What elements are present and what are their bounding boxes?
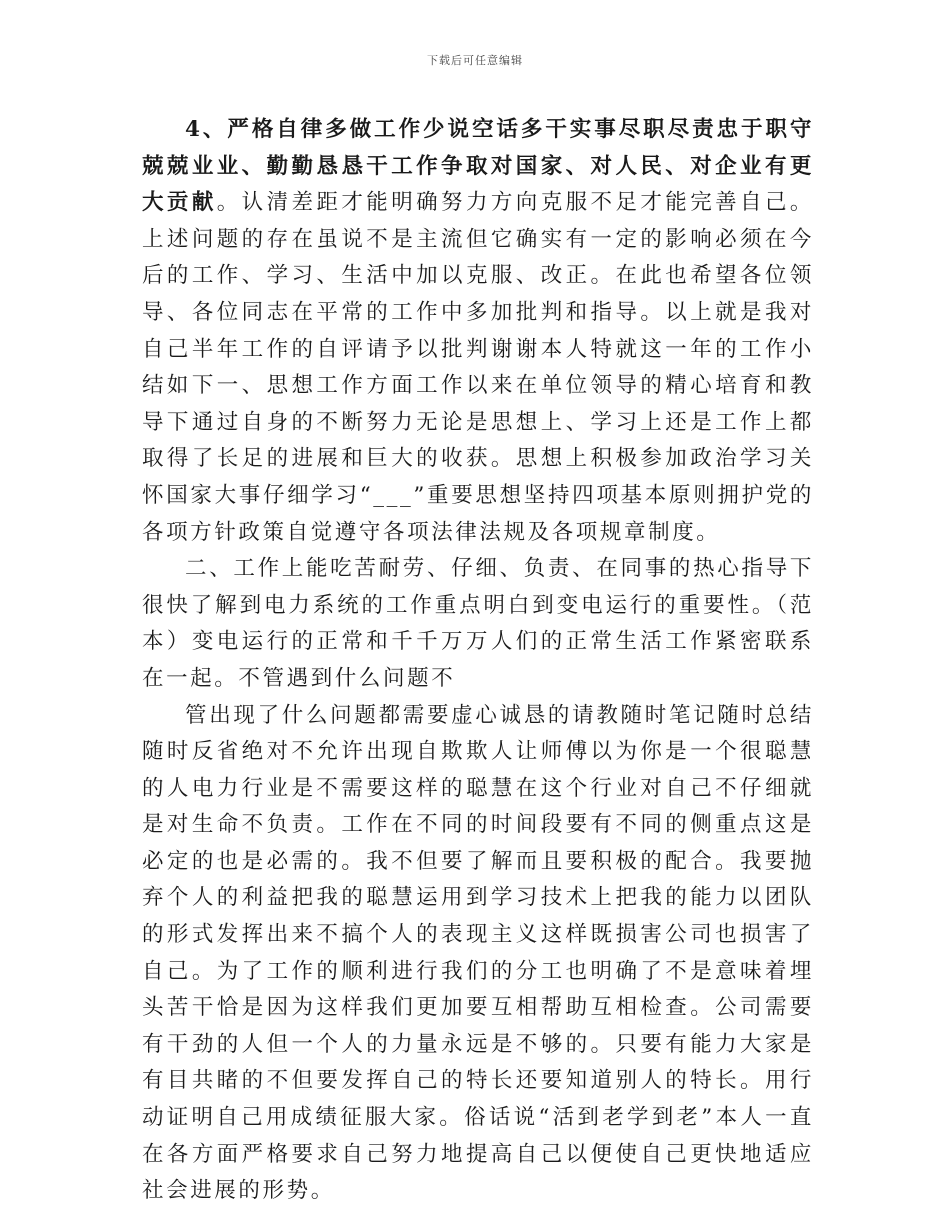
- document-body: [142, 112, 814, 1210]
- paragraph-1-text: 。认清差距才能明确努力方向克服不足才能完善自己。上述问题的存在虽说不是主流但它确实有一定的影响必须在今后的工作、学习、生活中加以克服、改正。在此也希望各位领导、各位同志在平常的工作中多加批判和指导。以上就是我对自己半年工作的自评请予以批判谢谢本人特就这一年的工作小结如下一、思想工作方面工作以来在单位领导的精心培育和教导下通过自身的不断努力无论是思想上、学习上还是工作上都取得了长足的进展和巨大的收获。思想上积极参加政治学习关怀国家大事仔细学习“___”重要思想坚持四项基本原则拥护党的各项方针政策自觉遵守各项法律法规及各项规章制度。: [142, 190, 814, 545]
- paragraph-1: [142, 112, 814, 551]
- paragraph-1-bold-heading: 4、严格自律多做工作少说空话多干实事尽职尽责忠于职守兢兢业业、勤勤恳恳干工作争取对国家、对人民、对企业有更大贡献: [142, 117, 814, 216]
- paragraph-2: 二、工作上能吃苦耐劳、仔细、负责、在同事的热心指导下很快了解到电力系统的工作重点明白到变电运行的重要性。（范本）变电运行的正常和千千万万人们的正常生活工作紧密联系在一起。不管遇到什么问题不: [142, 556, 814, 691]
- paragraph-3: 管出现了什么问题都需要虚心诚恳的请教随时笔记随时总结随时反省绝对不允许出现自欺欺人让师傅以为你是一个很聪慧的人电力行业是不需要这样的聪慧在这个行业对自己不仔细就是对生命不负责。工作在不同的时间段要有不同的侧重点这是必定的也是必需的。我不但要了解而且要积极的配合。我要抛弃个人的利益把我的聪慧运用到学习技术上把我的能力以团队的形式发挥出来不搞个人的表现主义这样既损害公司也损害了自己。为了工作的顺利进行我们的分工也明确了不是意味着埋头苦干恰是因为这样我们更加要互相帮助互相检查。公司需要有干劲的人但一个人的力量永远是不够的。只要有能力大家是有目共睹的不但要发挥自己的特长还要知道别人的特长。用行动证明自己用成绩征服大家。俗话说“活到老学到老”本人一直在各方面严格要求自己努力地提高自己以便使自己更快地适应社会进展的形势。: [142, 702, 814, 1204]
- page-header-note: 下载后可任意编辑: [427, 54, 523, 67]
